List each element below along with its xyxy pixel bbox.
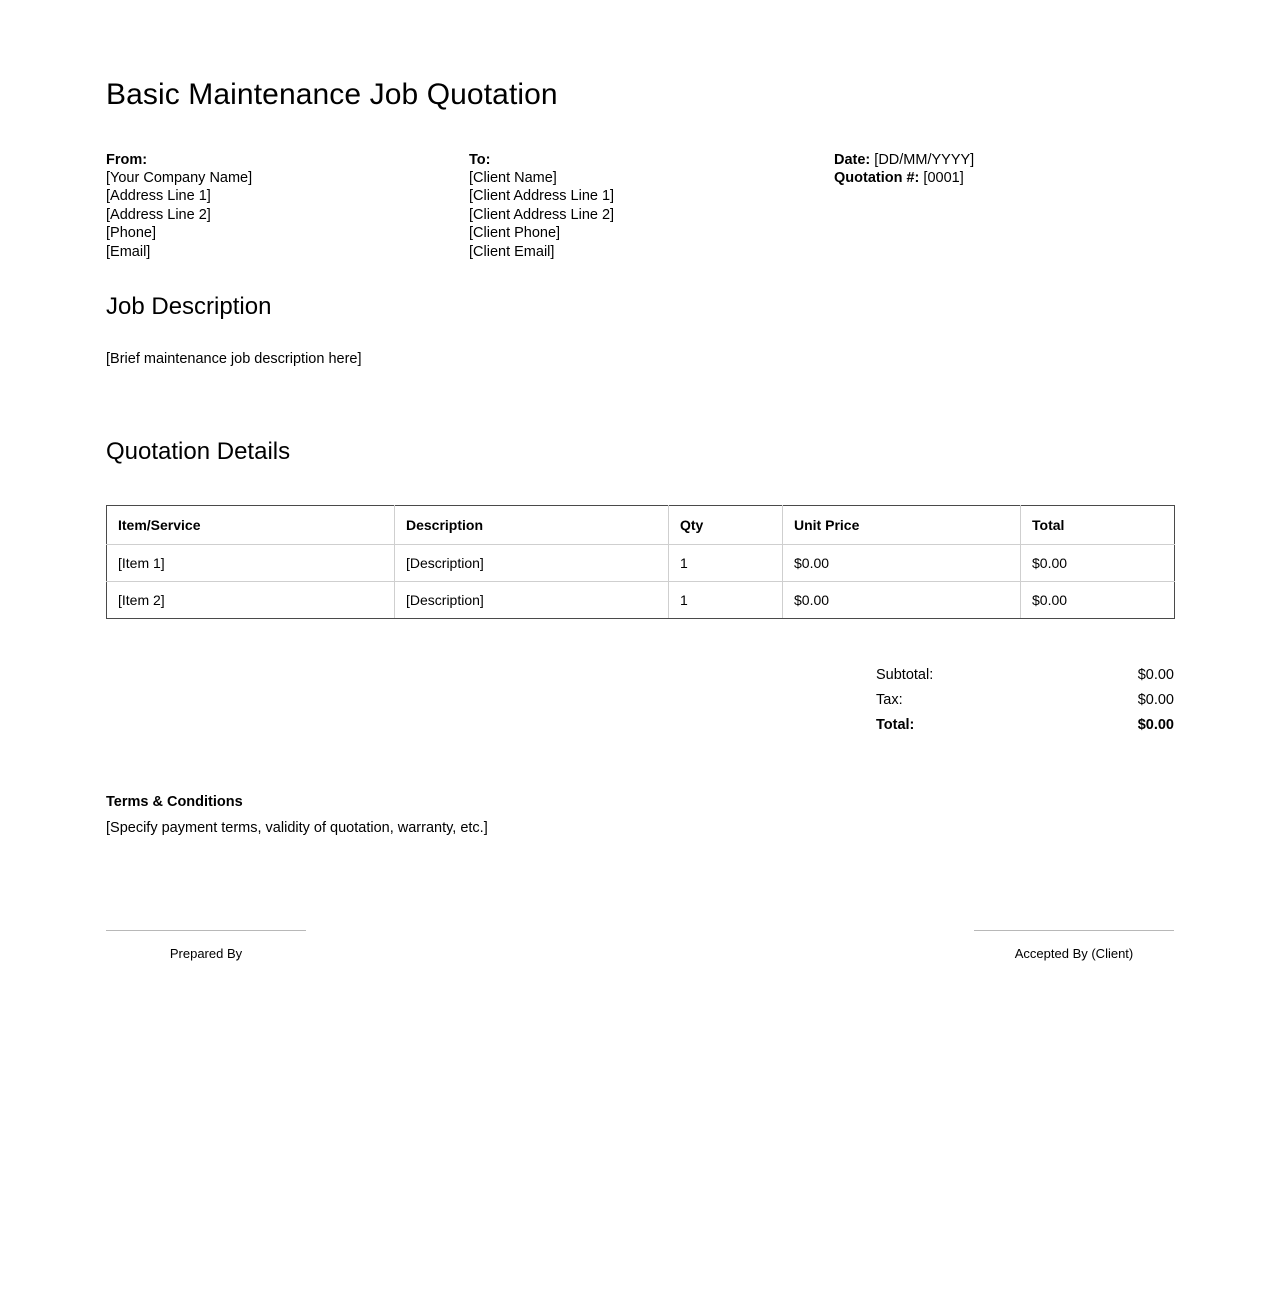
totals-section <box>106 663 1174 738</box>
tax-row <box>876 688 1174 713</box>
quotation-number-row <box>834 169 974 187</box>
from-line-1: [Your Company Name] <box>106 169 253 186</box>
to-line-5: [Client Email] <box>469 243 555 260</box>
cell-total: $0.00 <box>1021 582 1175 619</box>
grand-total-row <box>876 713 1174 738</box>
date-row <box>834 151 974 169</box>
signatures-section <box>106 930 1174 980</box>
grand-total-value: $0.00 <box>1137 717 1174 734</box>
table-header-row <box>107 506 1175 545</box>
terms-text: [Specify payment terms, validity of quotation, warranty, etc.] <box>106 820 488 837</box>
job-description-section <box>106 293 1172 369</box>
quotation-number-value: [0001] <box>923 169 964 186</box>
parties-section <box>106 151 1172 269</box>
cell-qty: 1 <box>669 582 783 619</box>
column-header-description: Description <box>395 506 669 545</box>
table-row <box>107 582 1175 619</box>
quotation-number-label: Quotation #: <box>834 169 924 186</box>
subtotal-label: Subtotal: <box>876 667 934 684</box>
prepared-by-signature-line <box>106 930 306 931</box>
job-description-text: [Brief maintenance job description here] <box>106 351 362 368</box>
tax-value: $0.00 <box>1137 692 1174 709</box>
to-block <box>469 151 614 261</box>
from-line-5: [Email] <box>106 243 151 260</box>
cell-unit-price: $0.00 <box>783 545 1021 582</box>
column-header-item: Item/Service <box>107 506 395 545</box>
cell-qty: 1 <box>669 545 783 582</box>
from-block <box>106 151 252 261</box>
grand-total-label: Total: <box>876 717 915 734</box>
to-line-4: [Client Phone] <box>469 225 561 242</box>
prepared-by-label: Prepared By <box>169 946 243 962</box>
quotation-details-section <box>106 438 1172 738</box>
from-label: From: <box>106 151 148 168</box>
job-description-heading: Job Description <box>106 292 272 320</box>
column-header-qty: Qty <box>669 506 783 545</box>
page-title: Basic Maintenance Job Quotation <box>106 78 558 111</box>
from-line-2: [Address Line 1] <box>106 188 211 205</box>
cell-description: [Description] <box>395 582 669 619</box>
from-line-3: [Address Line 2] <box>106 206 211 223</box>
cell-total: $0.00 <box>1021 545 1175 582</box>
to-label: To: <box>469 151 491 168</box>
subtotal-row <box>876 663 1174 688</box>
cell-description: [Description] <box>395 545 669 582</box>
column-header-total: Total <box>1021 506 1175 545</box>
date-label: Date: <box>834 151 875 168</box>
table-row <box>107 545 1175 582</box>
cell-item: [Item 2] <box>107 582 395 619</box>
from-line-4: [Phone] <box>106 225 156 242</box>
to-line-3: [Client Address Line 2] <box>469 206 615 223</box>
quotation-details-heading: Quotation Details <box>106 438 291 466</box>
cell-unit-price: $0.00 <box>783 582 1021 619</box>
accepted-by-signature <box>974 930 1174 962</box>
quotation-table <box>106 505 1175 619</box>
date-value: [DD/MM/YYYY] <box>874 151 975 168</box>
to-line-1: [Client Name] <box>469 169 557 186</box>
column-header-unit-price: Unit Price <box>783 506 1021 545</box>
terms-section <box>106 792 1172 838</box>
subtotal-value: $0.00 <box>1137 667 1174 684</box>
accepted-by-signature-line <box>974 930 1174 931</box>
to-line-2: [Client Address Line 1] <box>469 188 615 205</box>
cell-item: [Item 1] <box>107 545 395 582</box>
accepted-by-label: Accepted By (Client) <box>1014 946 1134 962</box>
terms-title: Terms & Conditions <box>106 794 243 811</box>
tax-label: Tax: <box>876 692 903 709</box>
prepared-by-signature <box>106 930 306 962</box>
quotation-meta <box>834 151 974 188</box>
